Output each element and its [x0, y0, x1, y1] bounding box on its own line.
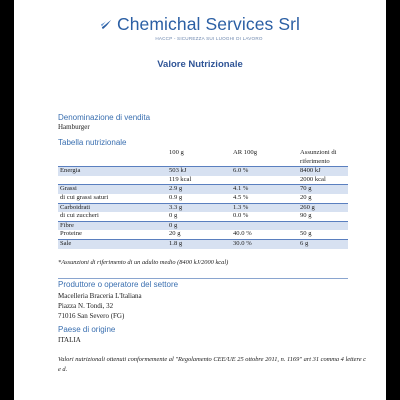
- denominazione-value: Hamburger: [58, 123, 90, 131]
- ar-percent: [230, 221, 297, 230]
- reference-intake: 8400 kJ: [297, 167, 348, 176]
- table-row: [58, 221, 348, 230]
- nutrient-label: di cui grassi saturi: [60, 193, 109, 201]
- regulation-footnote: Valori nutrizionali ottenuti conformemente al "Regolamento CEE/UE 25 ottobre 2011, n. 1169" art 31 comma 4 lettere c e d.: [58, 356, 366, 373]
- reference-intake: 20 g: [300, 193, 312, 201]
- ar-percent: 0.0 %: [233, 212, 249, 220]
- value-per-100g: 0 g: [169, 212, 178, 220]
- company-name: Chemichal Services Srl: [116, 14, 301, 34]
- table-row: [58, 176, 348, 185]
- nutrient-label: Energia: [58, 167, 166, 176]
- column-header: 100 g: [166, 149, 230, 167]
- nutrition-table: [58, 149, 348, 249]
- leaf-swoosh-icon: [100, 18, 113, 31]
- reference-intake: 2000 kcal: [300, 175, 326, 183]
- company-tagline: HACCP - SICUREZZA SUI LUOGHI DI LAVORO: [155, 36, 263, 41]
- origine-value: ITALIA: [58, 336, 81, 344]
- nutrient-label: Fibre: [58, 221, 166, 230]
- table-row: [58, 212, 348, 221]
- table-row: [58, 239, 348, 248]
- table-row: [58, 203, 348, 212]
- table-header-row: [58, 149, 348, 167]
- reference-intake: 90 g: [300, 212, 312, 220]
- value-per-100g: 503 kJ: [166, 167, 230, 176]
- nutrient-label: Sale: [58, 239, 166, 248]
- tabella-heading: Tabella nutrizionale: [58, 138, 127, 147]
- origine-heading: Paese di origine: [58, 325, 116, 334]
- letterhead: [14, 14, 386, 41]
- produttore-line: Macelleria Braceria L'Italiana: [58, 292, 142, 300]
- document-page: [14, 0, 386, 400]
- nutrient-label: di cui zuccheri: [60, 212, 99, 220]
- reference-intake: [297, 221, 348, 230]
- value-per-100g: 0 g: [166, 221, 230, 230]
- ar-percent: [230, 176, 297, 185]
- ar-percent: 30.0 %: [230, 239, 297, 248]
- denominazione-heading: Denominazione di vendita: [58, 113, 151, 122]
- ar-percent: 1.3 %: [230, 203, 297, 212]
- ar-percent: 6.0 %: [230, 167, 297, 176]
- produttore-heading: Produttore o operatore del settore: [58, 280, 179, 289]
- reference-intake: 70 g: [297, 185, 348, 194]
- divider: [58, 278, 348, 279]
- nutrient-label: Grassi: [58, 185, 166, 194]
- table-row: [58, 194, 348, 203]
- value-per-100g: 2.9 g: [166, 185, 230, 194]
- reference-intake: 260 g: [297, 203, 348, 212]
- nutrient-label: Proteine: [60, 230, 82, 238]
- reference-intake: 6 g: [297, 239, 348, 248]
- column-header: Assunzioni di riferimento: [297, 149, 348, 167]
- value-per-100g: 0.9 g: [169, 193, 183, 201]
- ar-percent: 40.0 %: [233, 230, 252, 238]
- table-note: *Assunzioni di riferimento di un adulto medio (8400 kJ/2000 kcal): [58, 259, 229, 266]
- reference-intake: 50 g: [300, 230, 312, 238]
- value-per-100g: 1.8 g: [166, 239, 230, 248]
- page-title: Valore Nutrizionale: [157, 59, 243, 70]
- value-per-100g: 119 kcal: [169, 175, 192, 183]
- column-header: [58, 149, 166, 167]
- value-per-100g: 20 g: [169, 230, 181, 238]
- nutrient-label: [58, 176, 166, 185]
- table-row: [58, 185, 348, 194]
- ar-percent: 4.1 %: [230, 185, 297, 194]
- value-per-100g: 3.3 g: [166, 203, 230, 212]
- produttore-line: Piazza N. Tondi, 32: [58, 302, 114, 310]
- table-row: [58, 230, 348, 239]
- produttore-line: 71016 San Severo (FG): [58, 312, 125, 320]
- nutrient-label: Carboidrati: [58, 203, 166, 212]
- table-row: [58, 167, 348, 176]
- logo-row: [14, 14, 386, 35]
- ar-percent: 4.5 %: [233, 193, 249, 201]
- column-header: AR 100g: [230, 149, 297, 167]
